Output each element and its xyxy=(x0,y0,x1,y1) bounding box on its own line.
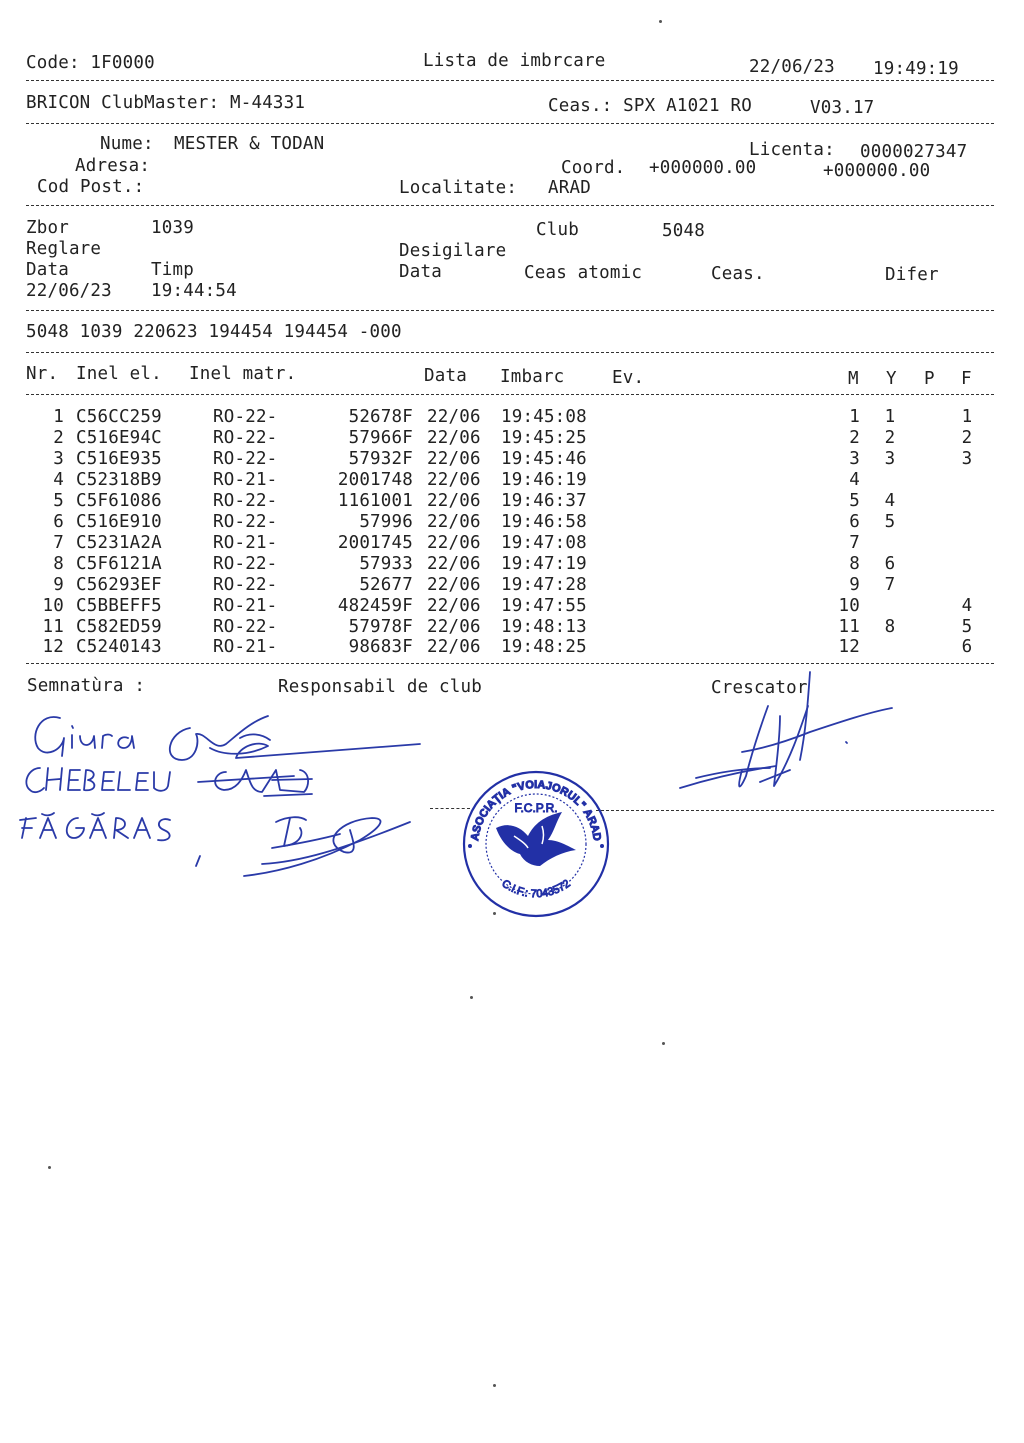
clock-label: Ceas. xyxy=(711,264,765,284)
cell-series: RO-22- xyxy=(213,427,278,448)
cell-series: RO-21- xyxy=(213,469,278,490)
licence-number: 0000027347 xyxy=(860,142,968,162)
cell-m: 2 xyxy=(849,427,860,448)
stamp-bottom-text: C.I.F.: 7043572 xyxy=(499,877,573,901)
cell-y: 3 xyxy=(884,448,896,469)
cell-date: 22/06 xyxy=(427,469,481,490)
coord-label: Coord. xyxy=(561,158,626,178)
cell-nr: 4 xyxy=(53,469,64,490)
stamp-top-text: ASOCIAȚIA "VOIAJORUL" ARAD xyxy=(469,778,603,842)
coord-y: +000000.00 xyxy=(823,161,931,181)
cell-date: 22/06 xyxy=(427,448,481,469)
cell-date: 22/06 xyxy=(427,427,481,448)
cell-m: 12 xyxy=(838,637,860,658)
cell-y: 7 xyxy=(884,574,896,595)
cell-ring-el: C516E935 xyxy=(76,448,162,469)
cell-time: 19:48:13 xyxy=(501,616,587,637)
col-nr: Nr. xyxy=(26,364,59,384)
cell-ring-el: C5BBEFF5 xyxy=(76,595,162,616)
setting-date-label: Data xyxy=(26,260,69,280)
atomic-clock-label: Ceas atomic xyxy=(524,263,643,283)
stamp-middle-text: F.C.P.R. xyxy=(514,801,558,815)
svg-text:C.I.F.: 7043572 xyxy=(499,878,572,900)
cell-m: 4 xyxy=(849,469,860,490)
cell-f: 3 xyxy=(961,448,973,469)
col-p: P xyxy=(924,369,935,389)
cell-date: 22/06 xyxy=(427,407,481,427)
cell-ring-el: C516E910 xyxy=(76,511,162,532)
cell-ring-el: C56293EF xyxy=(76,574,162,595)
cell-date: 22/06 xyxy=(427,595,481,616)
firmware-version: V03.17 xyxy=(810,98,875,118)
cell-series: RO-22- xyxy=(213,490,278,511)
cell-y: 8 xyxy=(884,616,896,637)
cell-f: 4 xyxy=(961,595,973,616)
cell-time: 19:45:46 xyxy=(501,448,587,469)
print-date: 22/06/23 xyxy=(749,57,835,77)
cell-series: RO-22- xyxy=(213,448,278,469)
setting-time: 19:44:54 xyxy=(151,281,237,301)
col-f: F xyxy=(961,369,972,389)
cell-time: 19:46:58 xyxy=(501,511,587,532)
scan-speck xyxy=(662,1042,665,1045)
cell-time: 19:47:55 xyxy=(501,595,587,616)
scan-speck xyxy=(470,996,473,999)
cell-ring-el: C5240143 xyxy=(76,637,162,658)
cell-m: 1 xyxy=(849,407,860,427)
summary-line: 5048 1039 220623 194454 194454 -000 xyxy=(26,322,402,342)
cell-nr: 8 xyxy=(53,553,64,574)
cell-date: 22/06 xyxy=(427,490,481,511)
owner-name: MESTER & TODAN xyxy=(174,134,325,154)
cell-series: RO-21- xyxy=(213,595,278,616)
cell-m: 9 xyxy=(849,574,860,595)
cell-time: 19:47:08 xyxy=(501,532,587,553)
cell-date: 22/06 xyxy=(427,511,481,532)
scan-speck xyxy=(493,1384,496,1387)
cell-ring-no: 57966F xyxy=(348,427,413,448)
cell-nr: 5 xyxy=(53,490,64,511)
cell-ring-el: C5F61086 xyxy=(76,490,162,511)
cell-series: RO-22- xyxy=(213,616,278,637)
cell-m: 5 xyxy=(849,490,860,511)
flight-number: 1039 xyxy=(151,218,194,238)
cell-ring-el: C52318B9 xyxy=(76,469,162,490)
cell-ring-no: 2001748 xyxy=(337,469,413,490)
cell-series: RO-21- xyxy=(213,637,278,658)
cell-series: RO-22- xyxy=(213,407,278,427)
locality-label: Localitate: xyxy=(399,178,518,198)
clubmaster-id: BRICON ClubMaster: M-44331 xyxy=(26,93,306,113)
cell-time: 19:46:37 xyxy=(501,490,587,511)
cell-ring-no: 52678F xyxy=(348,407,413,427)
cell-ring-no: 57933 xyxy=(359,553,413,574)
locality-value: ARAD xyxy=(548,178,591,198)
cell-y: 6 xyxy=(884,553,896,574)
cell-y: 2 xyxy=(884,427,896,448)
cell-date: 22/06 xyxy=(427,532,481,553)
name-label: Nume: xyxy=(100,134,154,154)
signature-label: Semnatùra : xyxy=(27,676,146,696)
cell-ring-no: 57996 xyxy=(359,511,413,532)
cell-ring-el: C516E94C xyxy=(76,427,162,448)
cell-y: 1 xyxy=(884,407,896,427)
setting-label: Reglare xyxy=(26,239,102,259)
unseal-date-label: Data xyxy=(399,262,442,282)
cell-nr: 11 xyxy=(42,616,64,637)
cell-series: RO-22- xyxy=(213,574,278,595)
cell-m: 3 xyxy=(849,448,860,469)
cell-ring-no: 57932F xyxy=(348,448,413,469)
cell-time: 19:47:19 xyxy=(501,553,587,574)
cell-nr: 1 xyxy=(53,407,64,427)
cell-nr: 12 xyxy=(42,637,64,658)
cell-ring-el: C582ED59 xyxy=(76,616,162,637)
col-ring-el: Inel el. xyxy=(76,364,162,384)
col-y: Y xyxy=(886,369,897,389)
print-time: 19:49:19 xyxy=(873,59,959,79)
scan-speck xyxy=(48,1166,51,1169)
scan-speck xyxy=(659,20,662,23)
cell-f: 6 xyxy=(961,637,973,658)
unseal-label: Desigilare xyxy=(399,241,507,261)
club-number: 5048 xyxy=(662,221,705,241)
cell-ring-el: C5F6121A xyxy=(76,553,162,574)
cell-m: 6 xyxy=(849,511,860,532)
cell-time: 19:45:25 xyxy=(501,427,587,448)
cell-f: 1 xyxy=(961,407,973,427)
col-date: Data xyxy=(424,366,467,386)
difference-label: Difer xyxy=(885,265,939,285)
doc-code: Code: 1F0000 xyxy=(26,53,155,73)
cell-f: 2 xyxy=(961,427,973,448)
cell-time: 19:46:19 xyxy=(501,469,587,490)
cell-date: 22/06 xyxy=(427,616,481,637)
breeder-label: Crescator xyxy=(711,678,808,698)
cell-nr: 2 xyxy=(53,427,64,448)
doc-title: Lista de imbrcare xyxy=(423,51,606,71)
cell-nr: 7 xyxy=(53,532,64,553)
cell-ring-no: 98683F xyxy=(348,637,413,658)
cell-ring-el: C5231A2A xyxy=(76,532,162,553)
cell-ring-no: 1161001 xyxy=(337,490,413,511)
cell-time: 19:48:25 xyxy=(501,637,587,658)
scan-speck xyxy=(493,912,496,915)
col-ev: Ev. xyxy=(612,368,645,388)
col-ring-matr: Inel matr. xyxy=(189,364,297,384)
cell-date: 22/06 xyxy=(427,553,481,574)
cell-y: 5 xyxy=(884,511,896,532)
association-stamp xyxy=(458,766,614,922)
cell-ring-no: 52677 xyxy=(359,574,413,595)
address-label: Adresa: xyxy=(75,156,151,176)
cell-series: RO-22- xyxy=(213,511,278,532)
setting-date: 22/06/23 xyxy=(26,281,112,301)
club-label: Club xyxy=(536,220,579,240)
cell-nr: 9 xyxy=(53,574,64,595)
clock-id: Ceas.: SPX A1021 RO xyxy=(548,96,752,116)
cell-nr: 3 xyxy=(53,448,64,469)
cell-ring-el: C56CC259 xyxy=(76,407,162,427)
cell-y: 4 xyxy=(884,490,896,511)
cell-time: 19:45:08 xyxy=(501,407,587,427)
cell-m: 7 xyxy=(849,532,860,553)
col-m: M xyxy=(848,369,859,389)
col-embark: Imbarc xyxy=(500,367,565,387)
cell-series: RO-22- xyxy=(213,553,278,574)
flight-label: Zbor xyxy=(26,218,69,238)
cell-ring-no: 2001745 xyxy=(337,532,413,553)
cell-series: RO-21- xyxy=(213,532,278,553)
cell-ring-no: 482459F xyxy=(337,595,413,616)
cell-nr: 6 xyxy=(53,511,64,532)
coord-x: +000000.00 xyxy=(649,158,757,178)
postcode-label: Cod Post.: xyxy=(37,177,145,197)
cell-m: 10 xyxy=(838,595,860,616)
cell-m: 11 xyxy=(838,616,860,637)
cell-f: 5 xyxy=(961,616,973,637)
cell-ring-no: 57978F xyxy=(348,616,413,637)
cell-date: 22/06 xyxy=(427,637,481,658)
cell-date: 22/06 xyxy=(427,574,481,595)
cell-m: 8 xyxy=(849,553,860,574)
setting-time-label: Timp xyxy=(151,260,194,280)
club-responsible-label: Responsabil de club xyxy=(278,677,482,697)
cell-nr: 10 xyxy=(42,595,64,616)
licence-label: Licenta: xyxy=(749,140,835,160)
cell-time: 19:47:28 xyxy=(501,574,587,595)
